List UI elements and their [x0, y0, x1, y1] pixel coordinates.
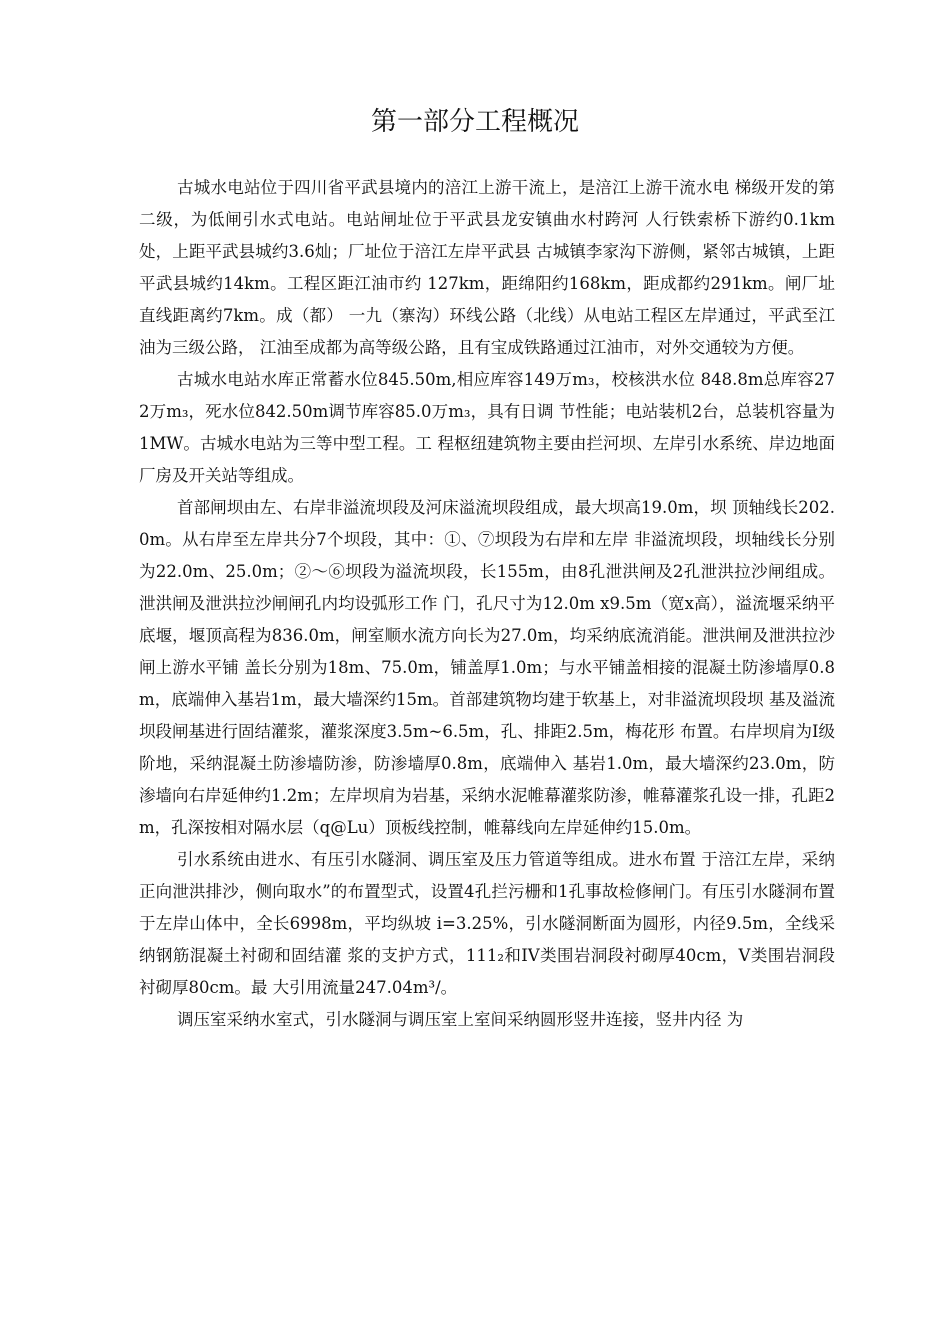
- paragraph-overview: 古城水电站位于四川省平武县境内的涪江上游干流上，是涪江上游干流水电 梯级开发的第二级，为低闸引水式电站。电站闸址位于平武县龙安镇曲水村跨河 人行铁索桥下游约0.1km处，上距平武县城约3.6灿；厂址位于涪江左岸平武县 古城镇李家沟下游侧，紧邻古城镇，上距平武县城约14km。工程区距江油市约 127km，距绵阳约168km，距成都约291km。闸厂址直线距离约7km。成（都） 一九（寨沟）环线公路（北线）从电站工程区左岸通过，平武至江油为三级公路， 江油至成都为高等级公路，且有宝成铁路通过江油市，对外交通较为方便。: [139, 178, 835, 357]
- body-text: [139, 172, 835, 1036]
- paragraph-diversion-system: 引水系统由进水、有压引水隧洞、调压室及压力管道等组成。进水布置 于涪江左岸，采纳 正向泄洪排沙，侧向取水”的布置型式，设置4孔拦污栅和1孔事故检修闸门。有压引水隧洞布置于左岸山体中，全长6998m，平均纵坡 i=3.25%，引水隧洞断面为圆形，内径9.5m，全线采纳钢筋混凝土衬砌和固结灌 浆的支护方式，111₂和IV类围岩洞段衬砌厚40cm，V类围岩洞段衬砌厚80cm。最 大引用流量247.04m³/。: [139, 850, 835, 997]
- paragraph-headworks: 首部闸坝由左、右岸非溢流坝段及河床溢流坝段组成，最大坝高19.0m，坝 顶轴线长202.0m。从右岸至左岸共分7个坝段，其中：①、⑦坝段为右岸和左岸 非溢流坝段，坝轴线长分别为22.0m、25.0m；②〜⑥坝段为溢流坝段，长155m，由8孔泄洪闸及2孔泄洪拉沙闸组成。泄洪闸及泄洪拉沙闸闸孔内均设弧形工作 门，孔尺寸为12.0m x9.5m（宽x高），溢流堰采纳平底堰，堰顶高程为836.0m，闸室顺水流方向长为27.0m，均采纳底流消能。泄洪闸及泄洪拉沙闸上游水平铺 盖长分别为18m、75.0m，铺盖厚1.0m；与水平铺盖相接的混凝土防渗墙厚0.8m，底端伸入基岩1m，最大墙深约15m。首部建筑物均建于软基上，对非溢流坝段坝 基及溢流坝段闸基进行固结灌浆，灌浆深度3.5m~6.5m，孔、排距2.5m，梅花形 布置。右岸坝肩为I级阶地，采纳混凝土防渗墙防渗，防渗墙厚0.8m，底端伸入 基岩1.0m，最大墙深约23.0m，防渗墙向右岸延伸约1.2m；左岸坝肩为岩基，采纳水泥帷幕灌浆防渗，帷幕灌浆孔设一排，孔距2m，孔深按相对隔水层（q@Lu）顶板线控制，帷幕线向左岸延伸约15.0m。: [139, 498, 835, 837]
- paragraph-reservoir: 古城水电站水库正常蓄水位845.50m,相应库容149万m₃，校核洪水位 848.8m总库容272万m₃，死水位842.50m调节库容85.0万m₃，具有日调 节性能；电站装机2台，总装机容量为1MW。古城水电站为三等中型工程。工 程枢纽建筑物主要由拦河坝、左岸引水系统、岸边地面厂房及开关站等组成。: [139, 370, 835, 485]
- paragraph-surge-chamber: 调压室采纳水室式，引水隧洞与调压室上室间采纳圆形竖井连接，竖井内径 为: [177, 1010, 744, 1029]
- page-title: 第一部分工程概况: [370, 107, 579, 137]
